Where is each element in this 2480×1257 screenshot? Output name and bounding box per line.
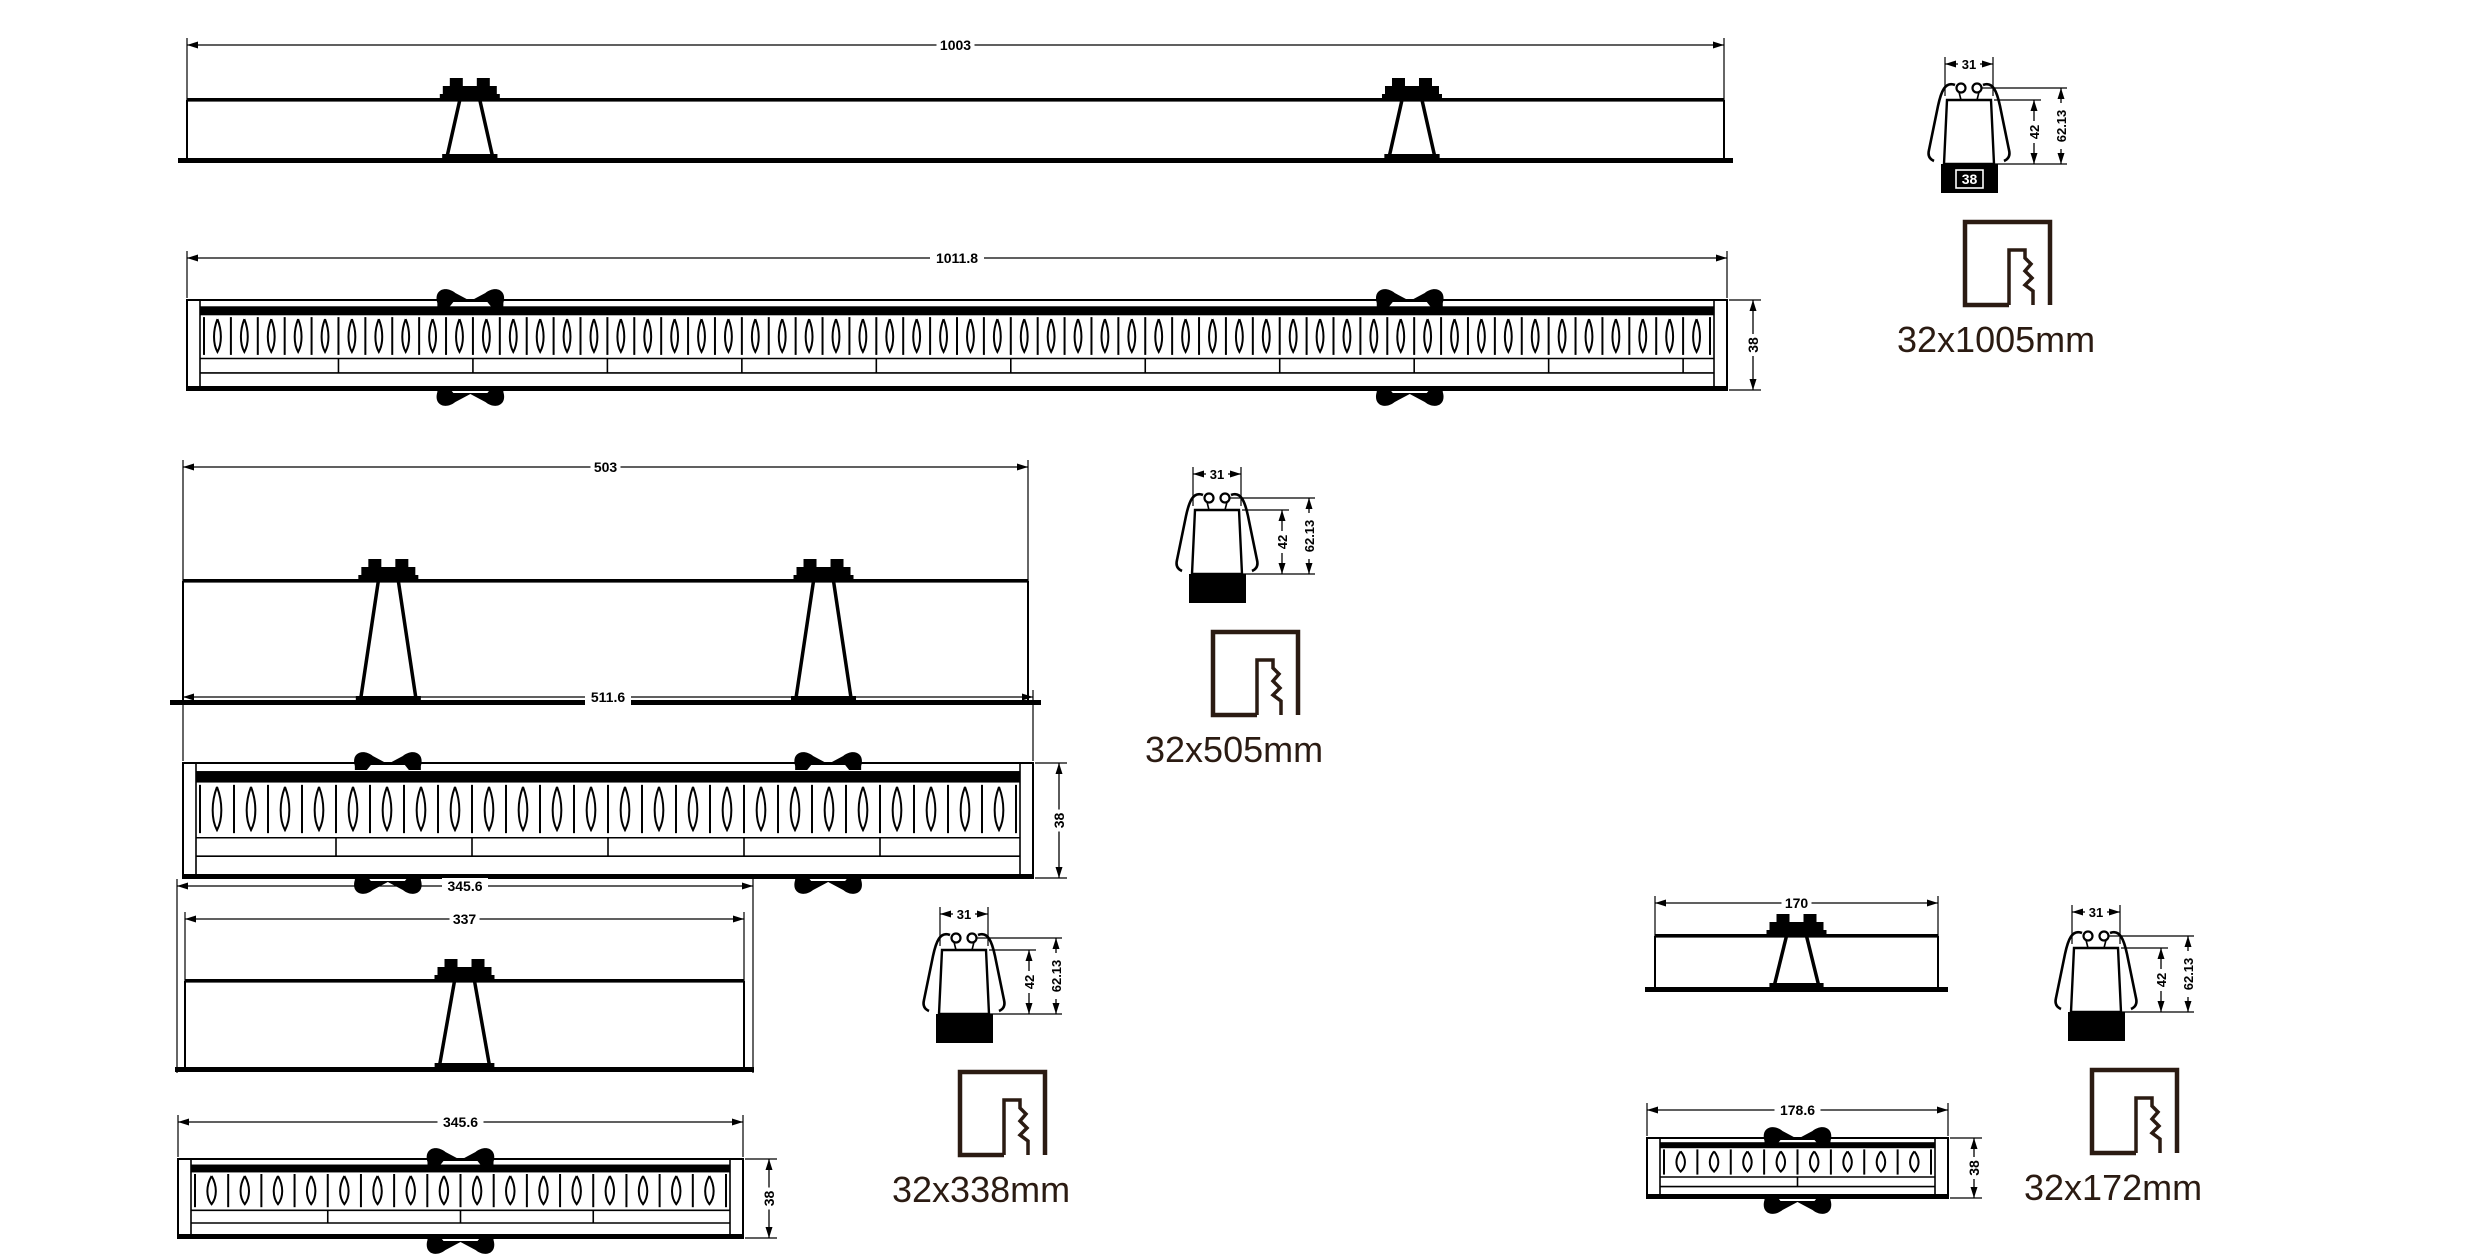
cross-section-172 [2024, 904, 2202, 1208]
drawing-bar [1804, 914, 1817, 922]
dim-arrow [185, 916, 196, 923]
dim-arrow [1647, 1107, 1658, 1114]
led-lamp [859, 319, 866, 352]
led-lamp [373, 1176, 381, 1204]
dim-arrow [2185, 1001, 2192, 1012]
led-lamp [723, 787, 732, 830]
dim-length-label: 31 [2088, 905, 2104, 920]
led-lamp [207, 1176, 215, 1204]
caption-1005: 32x1005mm [1897, 319, 2096, 360]
drawing-bar [831, 559, 844, 567]
dim-length-label: 503 [593, 459, 618, 475]
led-lamp [886, 319, 893, 352]
led-lamp [1843, 1151, 1852, 1171]
screw-boss [1973, 84, 1982, 93]
drawing-bar [183, 579, 1028, 583]
product-505-group [170, 459, 1323, 894]
led-lamp [725, 319, 732, 352]
led-lamp [779, 319, 786, 352]
led-lamp [825, 787, 834, 830]
mounting-clip [354, 752, 422, 770]
caption-505: 32x505mm [1145, 729, 1324, 770]
screw-boss [952, 934, 961, 943]
led-lamp [402, 319, 409, 352]
drawing-line [475, 981, 490, 1065]
side-view-172 [1645, 895, 1948, 992]
cross-section-505 [1145, 466, 1323, 770]
drawing-bar [438, 967, 492, 976]
led-lamp [322, 319, 329, 352]
drawing-bar [191, 1165, 730, 1173]
dim-height-label: 38 [1051, 812, 1067, 829]
dim-arrow [187, 255, 198, 262]
drawing-bar [477, 78, 490, 86]
drawing-line [1807, 936, 1819, 985]
led-lamp [274, 1176, 282, 1204]
dim-rotated-label [761, 1188, 777, 1210]
mounting-clip [427, 1148, 495, 1166]
led-lamp [617, 319, 624, 352]
dim-arrow [1306, 498, 1313, 509]
dim-arrow [742, 883, 753, 890]
led-lamp [1075, 319, 1082, 352]
led-lamp [519, 787, 528, 830]
led-lamp [241, 1176, 249, 1204]
front-view-505 [183, 689, 1067, 894]
led-lamp [451, 787, 460, 830]
led-lamp [621, 787, 630, 830]
led-lamp [833, 319, 840, 352]
cross-section-338 [892, 906, 1070, 1210]
dim-arrow [1971, 1187, 1978, 1198]
led-lamp [606, 1176, 614, 1204]
led-lamp [1910, 1151, 1919, 1171]
profile-shape-icon [2009, 250, 2033, 305]
drawing-bar [178, 158, 1733, 163]
dim-arrow [1230, 471, 1241, 478]
profile-housing [1192, 510, 1242, 574]
led-lamp [572, 1176, 580, 1204]
profile-housing [1944, 100, 1994, 164]
led-lamp [1478, 319, 1485, 352]
profile-housing [2071, 948, 2121, 1012]
led-lamp [564, 319, 571, 352]
dim-arrow [1279, 563, 1286, 574]
dim-length-label: 31 [1961, 57, 1977, 72]
led-lamp [752, 319, 759, 352]
dim-height-label: 42 [2154, 972, 2169, 988]
led-lamp [537, 319, 544, 352]
profile-shape-icon [1257, 660, 1281, 715]
led-lamp [295, 319, 302, 352]
led-lamp [510, 319, 517, 352]
led-lamp [644, 319, 651, 352]
drawing-bar [445, 959, 458, 967]
led-lamp [247, 787, 256, 830]
dim-height-label: 38 [1966, 1160, 1982, 1176]
led-lamp [1810, 1151, 1819, 1171]
dim-height-label: 42 [1022, 974, 1037, 990]
led-lamp [1505, 319, 1512, 352]
led-lamp [689, 787, 698, 830]
led-lamp [1344, 319, 1351, 352]
drawing-line [440, 981, 455, 1065]
drawing-bar [1189, 574, 1246, 603]
led-lamp [967, 319, 974, 352]
led-lamp [1451, 319, 1458, 352]
dim-arrow [1017, 464, 1028, 471]
drawing-bar [797, 567, 851, 576]
drawing-bar [1419, 78, 1432, 86]
led-lamp [893, 787, 902, 830]
drawing-bar [187, 98, 1724, 102]
front-view-172 [1647, 1102, 1982, 1214]
led-lamp [806, 319, 813, 352]
profile-housing [939, 950, 989, 1014]
led-lamp [349, 787, 358, 830]
drawing-bar [1767, 930, 1827, 935]
drawing-line [1774, 936, 1786, 985]
led-lamp [268, 319, 275, 352]
led-lamp [639, 1176, 647, 1204]
drawing-bar [175, 1067, 754, 1072]
drawing-line [398, 581, 416, 698]
dim-arrow [2185, 936, 2192, 947]
drawing-bar [358, 575, 418, 580]
led-lamp [995, 787, 1004, 830]
led-lamp [1586, 319, 1593, 352]
led-lamp [1424, 319, 1431, 352]
drawing-line [480, 100, 493, 156]
led-lamp [307, 1176, 315, 1204]
dim-arrow [1982, 61, 1993, 68]
dim-height-label: 38 [1745, 337, 1761, 353]
drawing-bar [442, 154, 497, 159]
profile-shape-icon [1004, 1100, 1028, 1155]
led-lamp [506, 1176, 514, 1204]
led-lamp [417, 787, 426, 830]
drawing-bar [450, 78, 463, 86]
led-lamp [672, 1176, 680, 1204]
dim-length-label: 31 [956, 907, 972, 922]
led-lamp [406, 1176, 414, 1204]
led-lamp [473, 1176, 481, 1204]
led-lamp [671, 319, 678, 352]
dim-length-label: 178.6 [1779, 1102, 1816, 1118]
dim-arrow [940, 911, 951, 918]
dim-arrow [2072, 909, 2083, 916]
drawing-bar [804, 559, 817, 567]
screw-boss [968, 934, 977, 943]
led-lamp [1666, 319, 1673, 352]
dim-arrow [178, 1119, 189, 1126]
screw-boss [2100, 932, 2109, 941]
dim-arrow [1053, 1003, 1060, 1014]
drawing-bar [368, 559, 381, 567]
drawing-bar [361, 567, 415, 576]
dim-rotated-label [1301, 513, 1317, 559]
drawing-bar [196, 771, 1020, 783]
drawing-bar [794, 575, 854, 580]
led-lamp [927, 787, 936, 830]
dim-length-label: 345.6 [447, 878, 483, 894]
led-lamp [1743, 1151, 1752, 1171]
drawing-bar [435, 1063, 495, 1068]
led-lamp [375, 319, 382, 352]
dim-arrow [1927, 900, 1938, 907]
led-lamp [587, 787, 596, 830]
screw-boss [1221, 494, 1230, 503]
side-view-338 [175, 878, 754, 1073]
led-lamp [1155, 319, 1162, 352]
dim-arrow [2058, 153, 2065, 164]
drawing-bar [1769, 983, 1823, 988]
drawing-bar [440, 94, 500, 99]
drawing-bar [443, 86, 497, 95]
dim-length-label: 1003 [939, 37, 972, 53]
dim-arrow [2158, 948, 2165, 959]
led-lamp [655, 787, 664, 830]
drawing-bar [183, 874, 1033, 878]
dim-arrow [177, 883, 188, 890]
dim-arrow [2031, 100, 2038, 111]
dim-rotated-label [1021, 971, 1037, 993]
drawing-bar [1645, 987, 1948, 992]
screw-boss [1957, 84, 1966, 93]
dim-length-label: 170 [1784, 895, 1809, 911]
dim-arrow [1750, 300, 1757, 311]
led-lamp [1532, 319, 1539, 352]
led-lamp [553, 787, 562, 830]
dim-arrow [1971, 1138, 1978, 1149]
dim-arrow [2158, 1001, 2165, 1012]
led-lamp [791, 787, 800, 830]
led-lamp [859, 787, 868, 830]
dim-rotated-label [1274, 531, 1290, 553]
led-lamp [994, 319, 1001, 352]
drawing-bar [2068, 1012, 2125, 1041]
dim-arrow [977, 911, 988, 918]
dim-arrow [2058, 88, 2065, 99]
led-lamp [940, 319, 947, 352]
mounting-clip [437, 289, 505, 307]
led-lamp [1639, 319, 1646, 352]
led-lamp [1209, 319, 1216, 352]
drawing-bar [178, 1234, 743, 1238]
dim-arrow [766, 1227, 773, 1238]
dim-arrow [2031, 153, 2038, 164]
mounting-clip [1376, 289, 1444, 307]
front-view-1005 [187, 250, 1761, 406]
screw-boss [2084, 932, 2093, 941]
caption-172: 32x172mm [2024, 1167, 2203, 1208]
led-lamp [483, 319, 490, 352]
led-lamp [757, 787, 766, 830]
drawing-bar [1385, 86, 1439, 95]
led-lamp [429, 319, 436, 352]
led-lamp [1048, 319, 1055, 352]
dim-arrow [1713, 42, 1724, 49]
drawing-line [796, 581, 814, 698]
drawing-line [447, 100, 460, 156]
led-lamp [340, 1176, 348, 1204]
led-lamp [913, 319, 920, 352]
led-lamp [1236, 319, 1243, 352]
led-lamp [1710, 1151, 1719, 1171]
led-lamp [539, 1176, 547, 1204]
dim-arrow [2109, 909, 2120, 916]
dim-rotated-label [1745, 334, 1761, 356]
led-lamp [1612, 319, 1619, 352]
dim-rotated-label [1051, 810, 1067, 832]
dim-arrow [766, 1159, 773, 1170]
dim-rotated-label [2153, 969, 2169, 991]
led-lamp [485, 787, 494, 830]
led-lamp [1263, 319, 1270, 352]
dim-arrow [1306, 563, 1313, 574]
led-lamp [698, 319, 705, 352]
led-lamp [348, 319, 355, 352]
dim-length-label: 337 [452, 911, 477, 927]
drawing-bar [1770, 922, 1824, 931]
led-lamp [1317, 319, 1324, 352]
dim-arrow [1655, 900, 1666, 907]
dim-arrow [1945, 61, 1956, 68]
dim-rotated-label [1966, 1157, 1982, 1179]
side-view-505 [170, 459, 1041, 705]
product-172-group [1645, 895, 2202, 1214]
dim-arrow [183, 694, 194, 701]
dim-arrow [1056, 867, 1063, 878]
led-lamp [705, 1176, 713, 1204]
led-lamp [1128, 319, 1135, 352]
led-lamp [1877, 1151, 1886, 1171]
drawing-line [361, 581, 379, 698]
dim-rotated-label [2053, 103, 2069, 149]
drawing-bar [395, 559, 408, 567]
led-lamp [213, 787, 222, 830]
drawing-bar [1777, 914, 1790, 922]
led-lamp [214, 319, 221, 352]
led-lamp [456, 319, 463, 352]
led-lamp [1370, 319, 1377, 352]
screw-boss [1205, 494, 1214, 503]
led-lamp [1777, 1151, 1786, 1171]
product-1005-group [178, 37, 2095, 406]
base-width-label: 38 [1961, 171, 1978, 187]
drawing-bar [1382, 94, 1442, 99]
dim-arrow [1053, 938, 1060, 949]
dim-arrow [1056, 763, 1063, 774]
dim-height-label: 42 [2027, 124, 2042, 140]
dim-rotated-label [2026, 121, 2042, 143]
profile-shape-icon [2136, 1098, 2160, 1153]
cross-section-1005 [1897, 56, 2095, 360]
dim-height-label: 62.13 [2054, 109, 2069, 143]
led-lamp [1559, 319, 1566, 352]
dim-arrow [183, 464, 194, 471]
dim-arrow [1937, 1107, 1948, 1114]
drawing-bar [1392, 78, 1405, 86]
drawing-bar [1660, 1142, 1935, 1148]
led-lamp [383, 787, 392, 830]
led-lamp [1101, 319, 1108, 352]
dim-height-label: 38 [761, 1190, 777, 1207]
led-lamp [961, 787, 970, 830]
dim-arrow [1026, 950, 1033, 961]
led-lamp [315, 787, 324, 830]
led-lamp [591, 319, 598, 352]
dim-length-label: 31 [1209, 467, 1225, 482]
drawing-bar [472, 959, 485, 967]
dim-arrow [1026, 1003, 1033, 1014]
drawing-bar [936, 1014, 993, 1043]
dim-height-label: 62.13 [1049, 959, 1064, 993]
led-lamp [1693, 319, 1700, 352]
dim-length-label: 1011.8 [935, 250, 979, 266]
drawing-bar [435, 975, 495, 980]
mounting-clip [794, 752, 862, 770]
dim-rotated-label [2180, 951, 2196, 997]
dim-arrow [1716, 255, 1727, 262]
drawing-bar [187, 386, 1727, 390]
caption-338: 32x338mm [892, 1169, 1071, 1210]
dim-arrow [1750, 379, 1757, 390]
dim-arrow [732, 1119, 743, 1126]
side-view-1005 [178, 37, 1733, 163]
dim-length-label: 511.6 [590, 689, 626, 705]
dim-rotated-label [1048, 953, 1064, 999]
led-lamp [1182, 319, 1189, 352]
drawing-bar [200, 306, 1714, 315]
dim-height-label: 42 [1275, 534, 1290, 550]
drawing-line [1422, 100, 1435, 156]
dim-height-label: 62.13 [1302, 519, 1317, 553]
dim-arrow [1193, 471, 1204, 478]
led-lamp [1021, 319, 1028, 352]
dim-arrow [187, 42, 198, 49]
front-view-338 [178, 1114, 777, 1254]
dim-arrow [1279, 510, 1286, 521]
product-338-group [175, 878, 1070, 1254]
drawing-bar [1647, 1194, 1948, 1198]
drawing-bar [1384, 154, 1439, 159]
dim-height-label: 62.13 [2181, 957, 2196, 991]
drawing-line [834, 581, 852, 698]
dim-length-label: 345.6 [442, 1114, 479, 1130]
led-lamp [241, 319, 248, 352]
led-lamp [281, 787, 290, 830]
led-lamp [440, 1176, 448, 1204]
led-lamp [1397, 319, 1404, 352]
drawing-line [1389, 100, 1402, 156]
led-lamp [1676, 1151, 1685, 1171]
led-lamp [1290, 319, 1297, 352]
dim-arrow [733, 916, 744, 923]
